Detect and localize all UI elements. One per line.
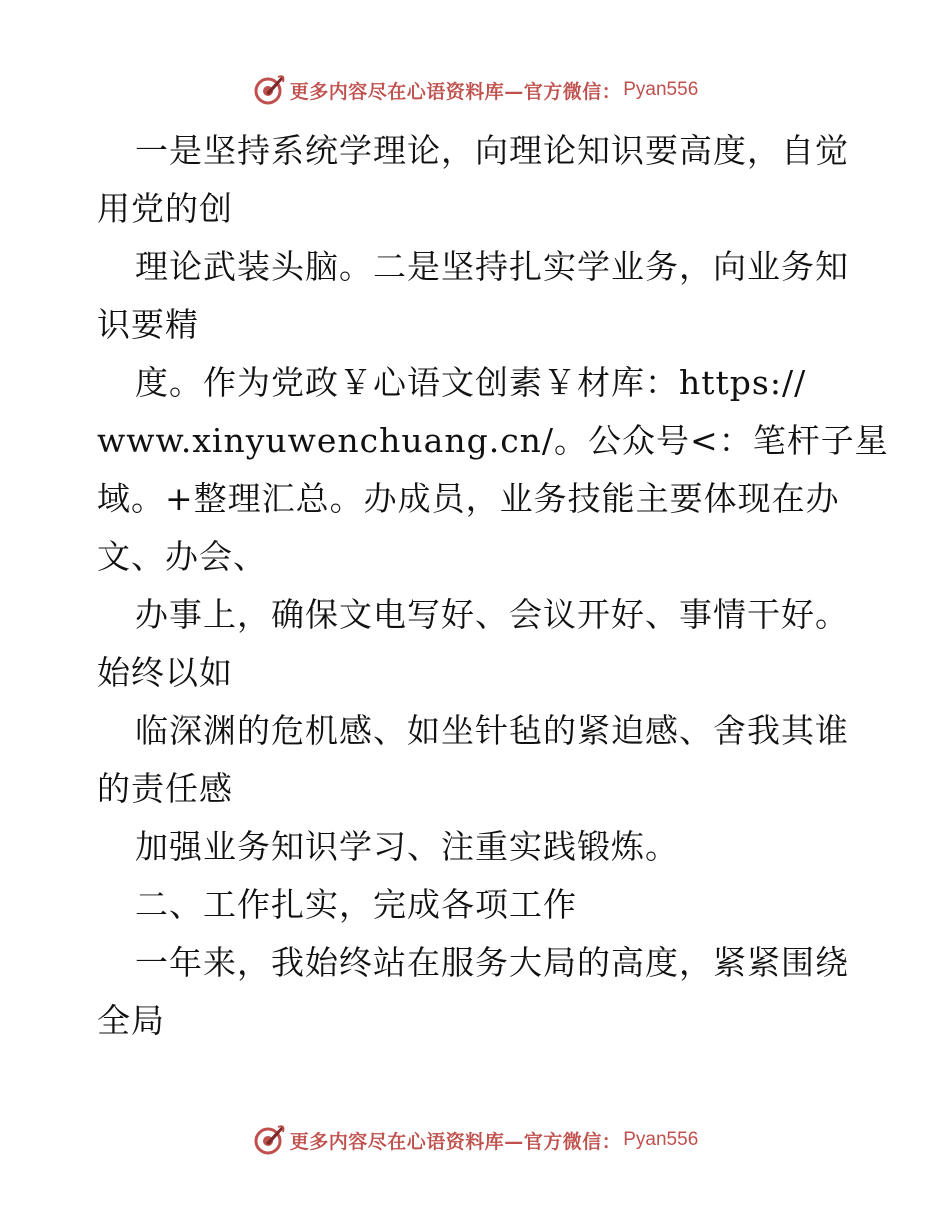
watermark-text: 更多内容尽在心语资料库—官方微信： <box>289 80 622 103</box>
section-heading: 二、工作扎实，完成各项工作 <box>135 885 577 924</box>
text-line: 度。作为党政￥心语文创素￥材库：https:// <box>135 363 807 402</box>
text-line: www.xinyuwenchuang.cn/。公众号<：笔杆子星 <box>97 421 889 460</box>
header-watermark <box>0 70 950 110</box>
text-line: 办事上，确保文电写好、会议开好、事情干好。 <box>135 595 849 634</box>
text-line: 一是坚持系统学理论，向理论知识要高度，自觉 <box>135 131 849 170</box>
text-line: 全局 <box>97 1001 165 1040</box>
text-line: 域。+整理汇总。办成员，业务技能主要体现在办 <box>97 479 840 518</box>
footer-watermark <box>0 1120 950 1160</box>
text-line: 临深渊的危机感、如坐针毡的紧迫感、舍我其谁 <box>135 711 849 750</box>
text-line: 理论武装头脑。二是坚持扎实学业务，向业务知 <box>135 247 849 286</box>
text-line: 用党的创 <box>97 189 233 228</box>
text-line: 始终以如 <box>97 653 233 692</box>
quill-logo-icon <box>252 1123 286 1157</box>
text-line: 加强业务知识学习、注重实践锻炼。 <box>135 827 679 866</box>
watermark-wechat-id: Pyan556 <box>623 79 699 100</box>
document-body <box>97 122 889 1050</box>
watermark-text: 更多内容尽在心语资料库—官方微信： <box>289 1130 622 1153</box>
text-line: 的责任感 <box>97 769 233 808</box>
text-line: 文、办会、 <box>97 537 267 576</box>
quill-logo-icon <box>252 73 286 107</box>
text-line: 识要精 <box>97 305 199 344</box>
watermark-wechat-id: Pyan556 <box>623 1129 699 1150</box>
text-line: 一年来，我始终站在服务大局的高度，紧紧围绕 <box>135 943 849 982</box>
